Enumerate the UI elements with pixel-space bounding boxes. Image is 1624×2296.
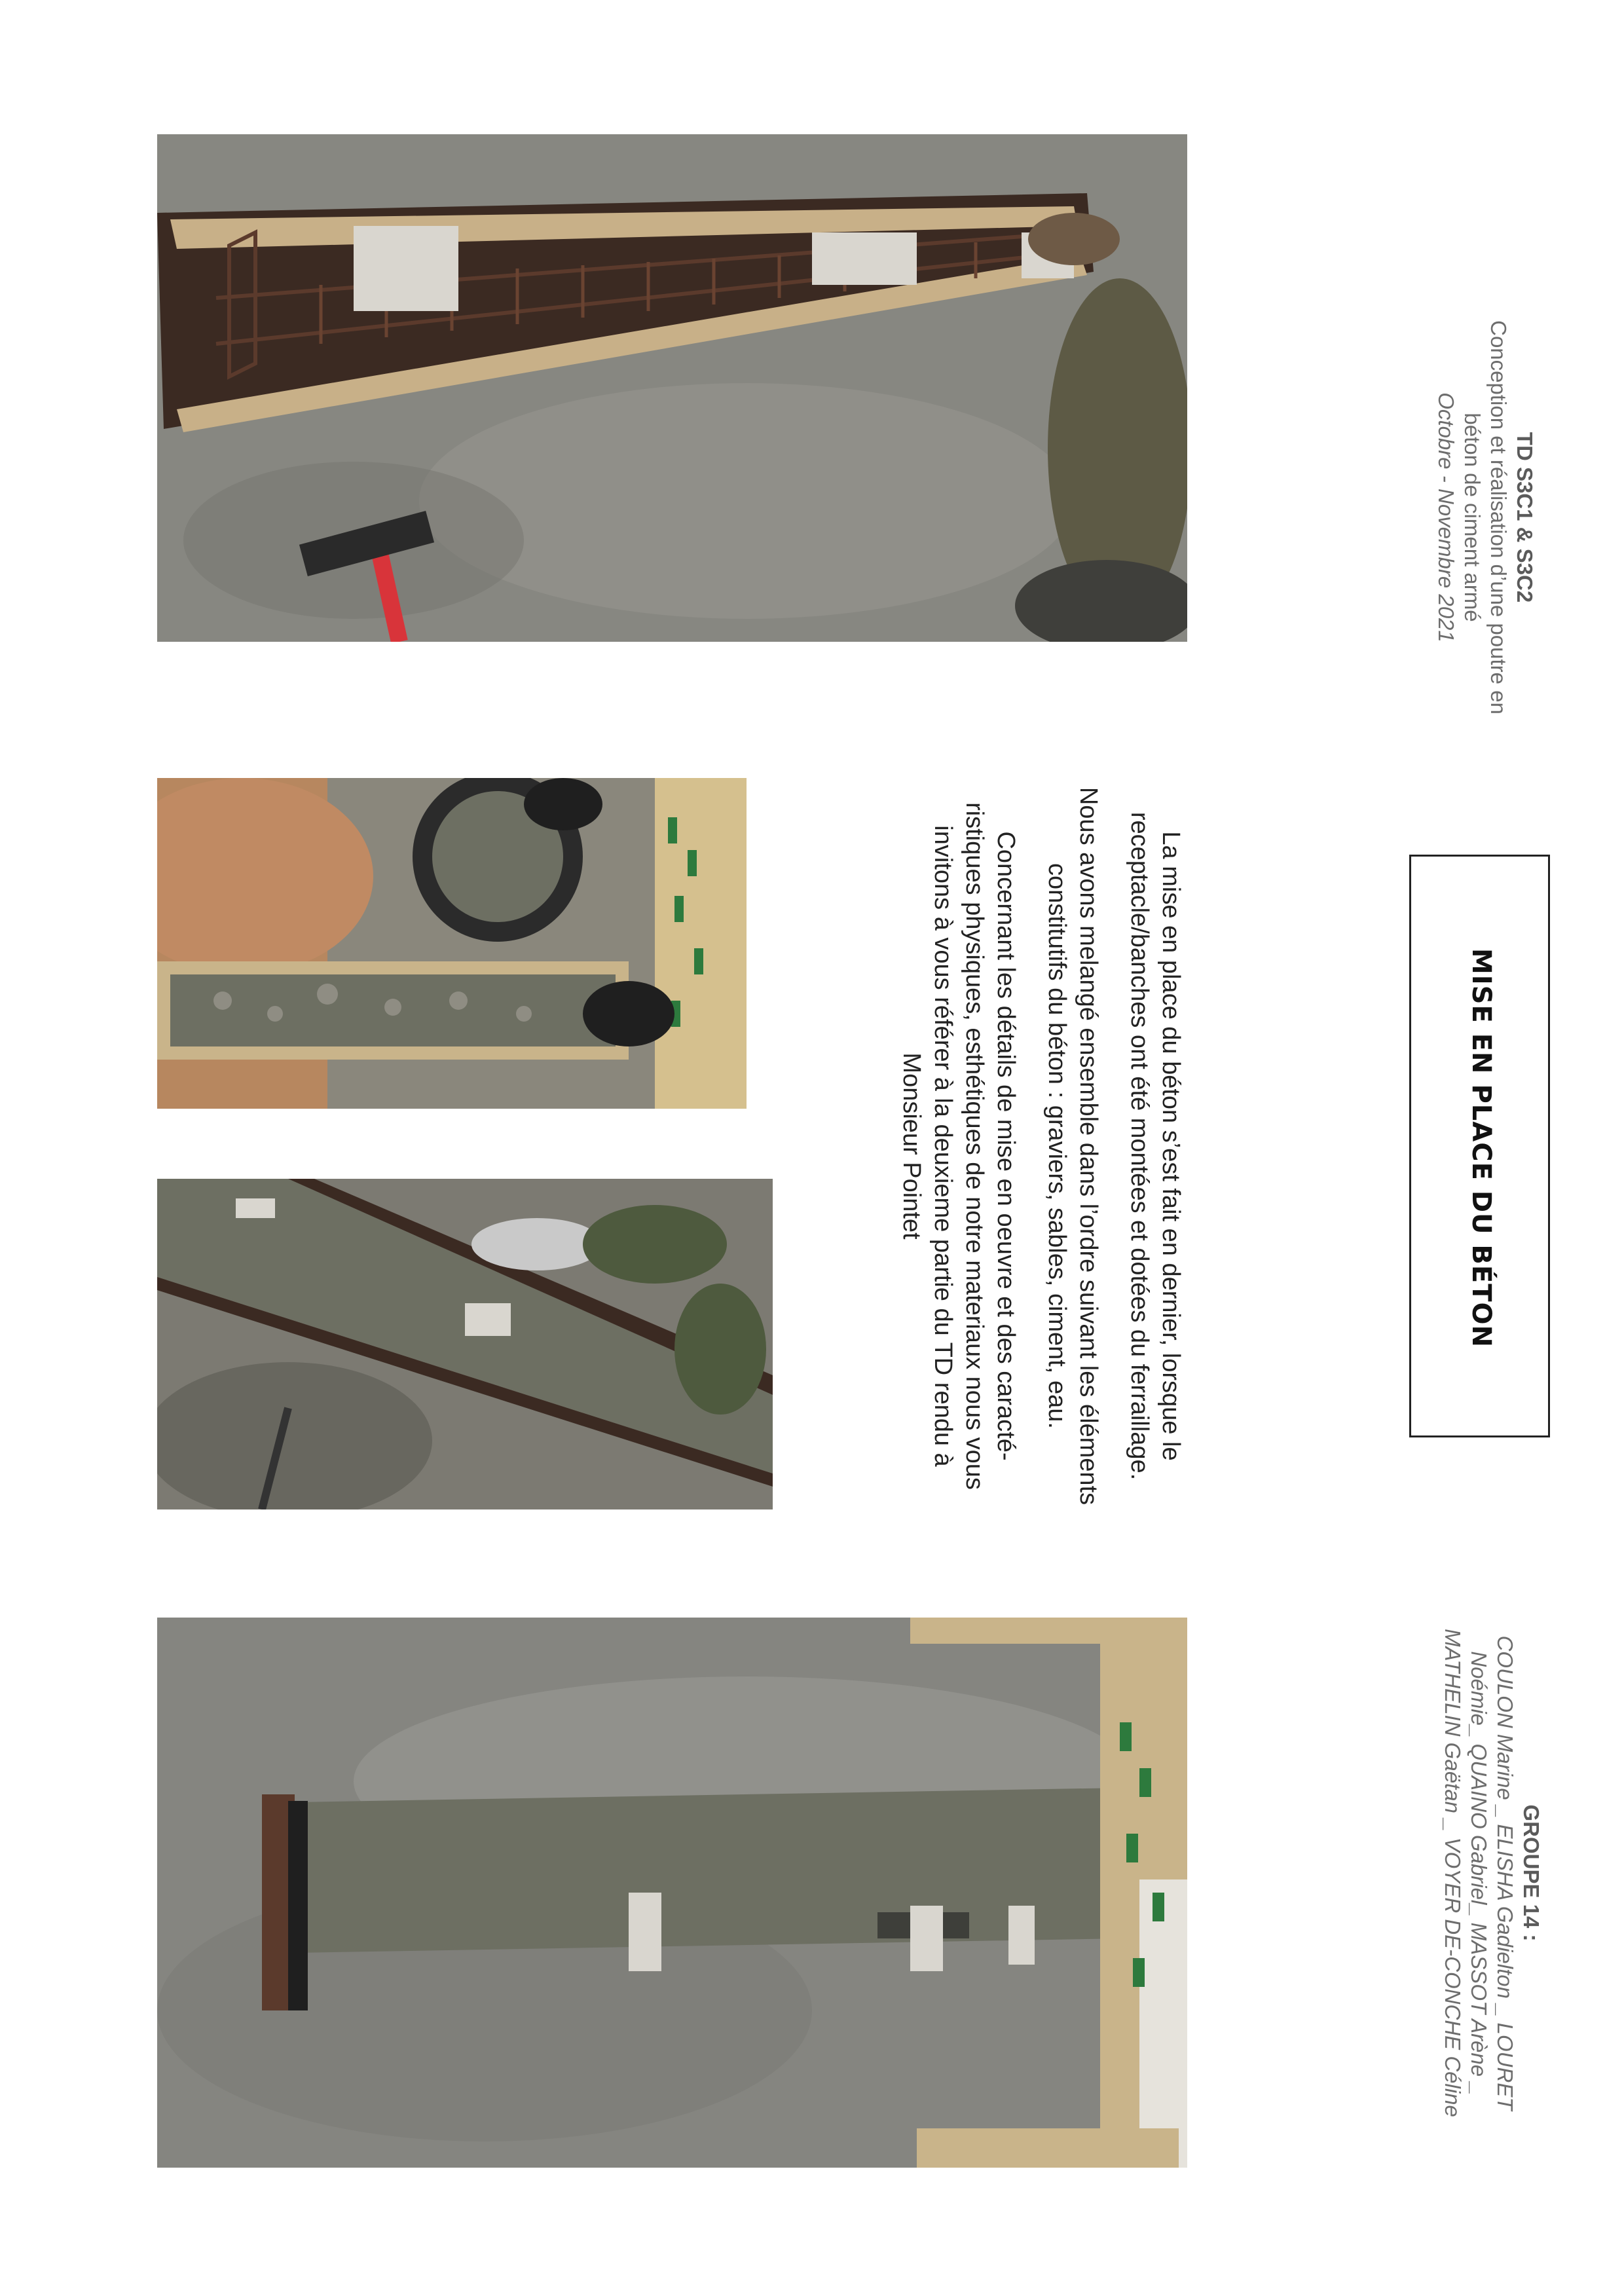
group-members: COULON Marine _ ELISHA Gadielton _ LOURET Noémie_ QUAINO Gabriel_ MASSOT Arène _ MATHELIN Gaëtan _ VOYER DE-CONCHE Céline: [1441, 1629, 1517, 2117]
group-credits: [1439, 1618, 1544, 2128]
course-code: TD S3C1 & S3C2: [1513, 432, 1537, 603]
group-label: GROUPE 14 :: [1519, 1804, 1543, 1942]
section-title-box: [1409, 855, 1550, 1437]
paragraph-1: La mise en place du béton s’est fait en dernier, lorsque le receptacle/banches ont été montées et dotées du ferraillage.: [1126, 811, 1185, 1481]
course-dates: Octobre - Novembre 2021: [1434, 392, 1458, 642]
photo-finished-beam: [157, 1618, 1187, 2168]
course-title: Conception et réalisation d’une poutre en béton de ciment armé: [1460, 320, 1511, 714]
section-title: MISE EN PLACE DU BÉTON: [1466, 948, 1497, 1348]
paragraph-2: Nous avons melangé ensemble dans l’ordre suivant les éléments constitutifs du béton : graviers, sables, ciment, eau.: [1043, 787, 1102, 1506]
photo-formwork-rebar: [157, 134, 1187, 642]
course-header: [1433, 308, 1538, 727]
photo-pouring-concrete: [157, 778, 747, 1109]
paragraph-3: Concernant les détails de mise en oeuvre et des caracté-ristiques physiques, esthétiques de notre materiaux nous vous invitons à vous référer à la deuxieme partie du TD rendu à Monsieur Pointet: [898, 802, 1020, 1490]
photo-troweling-concrete: [157, 1179, 773, 1509]
body-text: [876, 786, 1187, 1506]
